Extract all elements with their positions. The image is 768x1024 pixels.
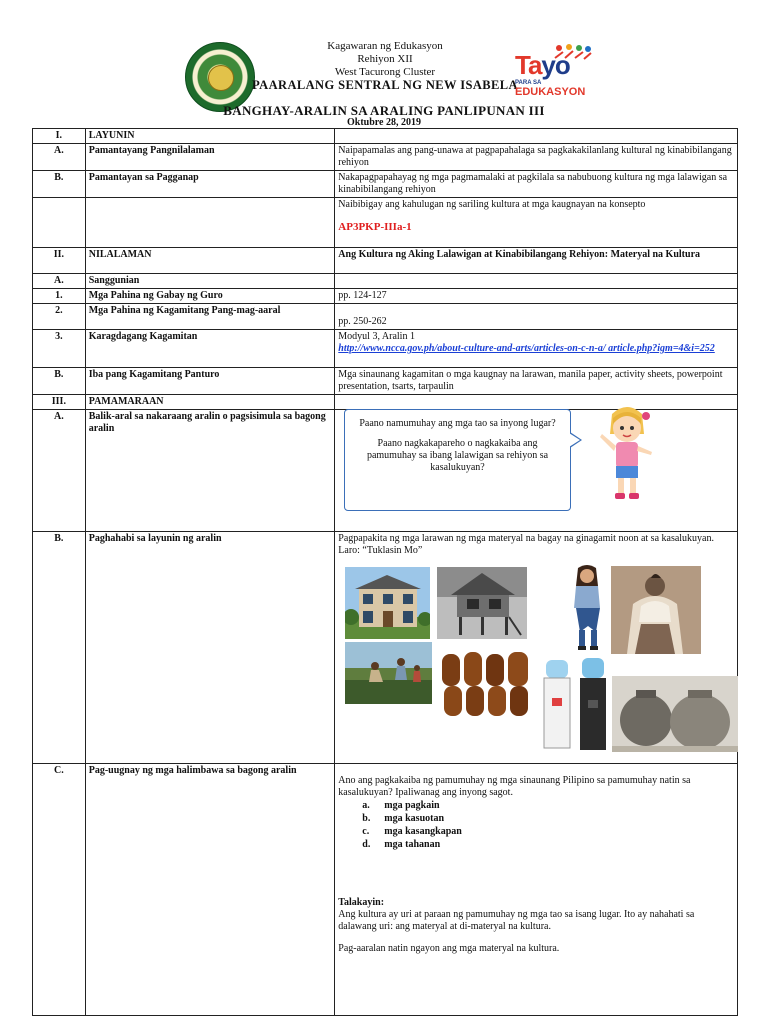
row-label: PAMAMARAAN — [85, 395, 335, 410]
table-row — [33, 330, 738, 368]
logo-sub2: EDUKASYON — [515, 86, 586, 98]
row-number — [33, 198, 86, 248]
row-label: Balik-aral sa nakaraang aralin o pagsisimula sa bagong aralin — [85, 410, 335, 532]
row-value: pp. 124-127 — [335, 289, 738, 304]
row-number: 1. — [33, 289, 86, 304]
row-label: Karagdagang Kagamitan — [85, 330, 335, 368]
row-label: Pag-uugnay ng mga halimbawa sa bagong aralin — [85, 764, 335, 1016]
clay-pots-image — [612, 676, 738, 752]
row-number: A. — [33, 144, 86, 171]
row-number: A. — [33, 410, 86, 532]
row-number: 3. — [33, 330, 86, 368]
row-label: Sanggunian — [85, 274, 335, 289]
bubble-question-2: Paano nagkakapareho o nagkakaiba ang pamumuhay sa ibang lalawigan sa rehiyon sa kasalukuyan? — [366, 438, 549, 473]
row-number: A. — [33, 274, 86, 289]
row-value — [335, 129, 738, 144]
options-list — [338, 799, 734, 851]
row-value — [335, 764, 738, 1016]
row-label: LAYUNIN — [85, 129, 335, 144]
row-value: Mga sinaunang kagamitan o mga kaugnay na larawan, manila paper, activity sheets, powerpoint presentation, tsarts, tarpaulin — [335, 368, 738, 395]
school-seal-logo — [185, 42, 255, 112]
document-title: BANGHAY-ARALIN SA ARALING PANLIPUNAN III — [223, 103, 545, 118]
row-number: I. — [33, 129, 86, 144]
closing-text: Pag-aaralan natin ngayon ang mga materyal na kultura. — [338, 943, 560, 954]
row-value — [335, 274, 738, 289]
row-label: Mga Pahina ng Gabay ng Guro — [85, 289, 335, 304]
competency-code: AP3PKP-IIIa-1 — [338, 221, 412, 233]
module-text: Modyul 3, Aralin 1 — [338, 331, 415, 342]
people-planting-image — [345, 642, 432, 704]
row-label: Mga Pahina ng Kagamitang Pang-mag-aaral — [85, 304, 335, 330]
list-item: c. mga kasangkapan — [362, 826, 462, 837]
row-number: B. — [33, 532, 86, 764]
table-row — [33, 171, 738, 198]
activity-text: Pagpapakita ng mga larawan ng mga materyal na bagay na ginagamit noon at sa kasalukuyan. — [338, 533, 714, 544]
row-value: Nakapagpapahayag ng mga pagmamalaki at pagkilala sa nabubuong kultura ng mga lalawigan sa kinabibilangang rehiyon — [335, 171, 738, 198]
logo-subtitle — [515, 80, 585, 98]
school-name: PAARALANG SENTRAL NG NEW ISABELA — [252, 78, 518, 92]
row-label: Iba pang Kagamitang Panturo — [85, 368, 335, 395]
row-label: Pamantayang Pangnilalaman — [85, 144, 335, 171]
question-text: Ano ang pagkakaiba ng pamumuhay ng mga sinaunang Pilipino sa pamumuhay natin sa kasalukuyan? Ipaliwanag ang inyong sagot. — [338, 775, 691, 798]
row-value: Ang Kultura ng Aking Lalawigan at Kinabibilangang Rehiyon: Materyal na Kultura — [335, 248, 738, 274]
row-value — [335, 330, 738, 368]
list-item: b. mga kasuotan — [362, 813, 445, 824]
row-label: Pamantayan sa Pagganap — [85, 171, 335, 198]
header-text — [250, 40, 520, 92]
row-number: C. — [33, 764, 86, 1016]
talakayin-label: Talakayin: — [338, 897, 385, 908]
logo-brand-b: yo — [541, 50, 570, 80]
native-delicacy-food-image — [440, 648, 532, 718]
list-item: d. mga tahanan — [362, 839, 441, 850]
row-number: II. — [33, 248, 86, 274]
row-value — [335, 198, 738, 248]
table-row — [33, 764, 738, 1016]
table-row — [33, 248, 738, 274]
table-row — [33, 289, 738, 304]
row-label: NILALAMAN — [85, 248, 335, 274]
document-date: Oktubre 28, 2019 — [347, 117, 421, 128]
row-number: III. — [33, 395, 86, 410]
bubble-question-1: Paano namumuhay ang mga tao sa inyong lugar? — [359, 418, 556, 429]
table-row — [33, 144, 738, 171]
table-row — [33, 304, 738, 330]
question-speech-bubble — [344, 409, 571, 511]
row-number: B. — [33, 368, 86, 395]
logo-brand-a: Ta — [515, 50, 542, 80]
header-line-1: Kagawaran ng Edukasyon — [327, 40, 443, 52]
row-label — [85, 198, 335, 248]
modern-woman-image — [566, 564, 608, 652]
game-text: Laro: “Tuklasin Mo” — [338, 545, 423, 556]
row-value: pp. 250-262 — [335, 304, 738, 330]
reference-link[interactable]: http://www.ncca.gov.ph/about-culture-and-arts/articles-on-c-n-a/ article.php?igm=4&i=252 — [338, 343, 715, 354]
table-row — [33, 198, 738, 248]
water-dispensers-image — [542, 656, 610, 752]
talakayin-text: Ang kultura ay uri at paraan ng pamumuhay ng mga tao sa isang lugar. Ito ay nahahati sa dalawang uri: ang materyal at di-materyal na kultura. — [338, 909, 695, 932]
table-row — [33, 129, 738, 144]
header-line-3: West Tacurong Cluster — [334, 66, 436, 78]
row-value: Naipapamalas ang pang-unawa at pagpapahalaga sa pagkakakilanlang kultural ng kinabibilangang rehiyon — [335, 144, 738, 171]
logo-sub1: PARA SA — [515, 80, 542, 86]
modern-house-image — [345, 567, 430, 639]
row-number: 2. — [33, 304, 86, 330]
row-number: B. — [33, 171, 86, 198]
header-line-2: Rehiyon XII — [357, 53, 413, 65]
tayo-edukasyon-logo — [515, 50, 597, 100]
objective-text: Naibibigay ang kahulugan ng sariling kultura at mga kaugnayan na konsepto — [338, 199, 646, 210]
row-value — [335, 395, 738, 410]
nipa-hut-image — [437, 567, 527, 639]
traditional-filipina-image — [611, 566, 701, 654]
row-label: Paghahabi sa layunin ng aralin — [85, 532, 335, 764]
table-row — [33, 368, 738, 395]
table-row — [33, 274, 738, 289]
list-item: a. mga pagkain — [362, 800, 440, 811]
cartoon-girl-image — [594, 404, 660, 502]
